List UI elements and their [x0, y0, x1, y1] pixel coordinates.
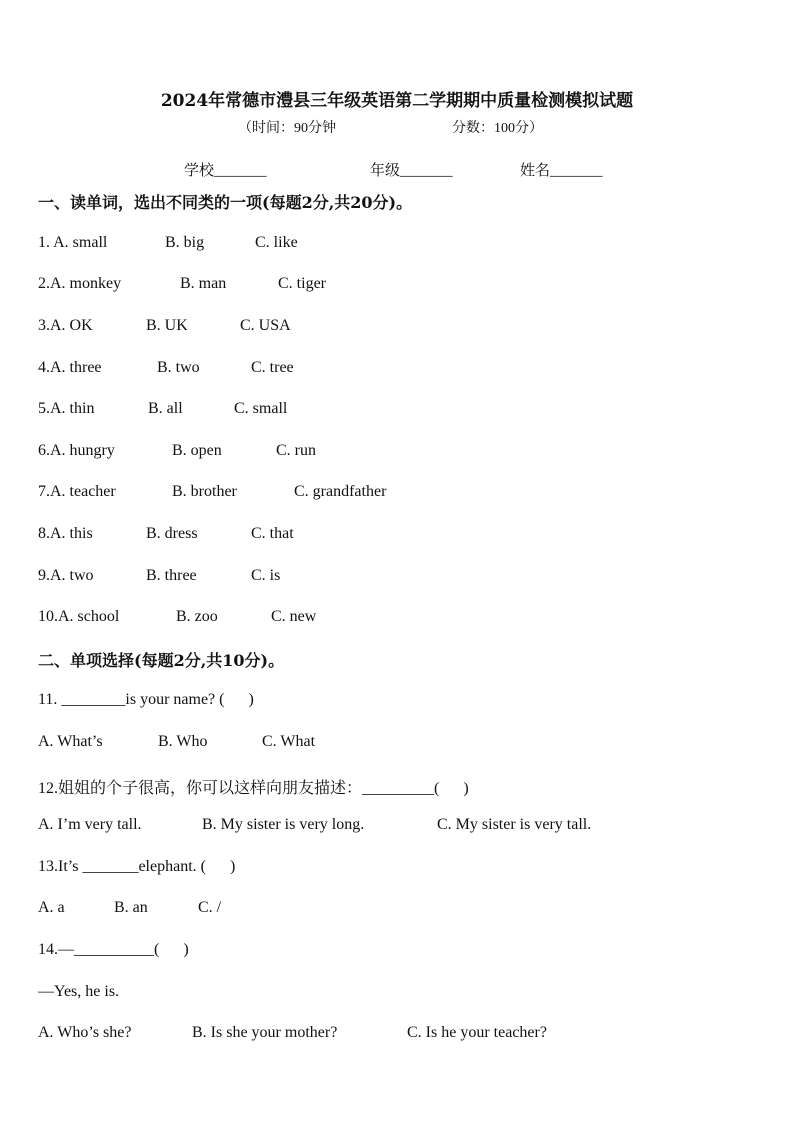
- q13-option-b: B. an: [114, 899, 148, 916]
- q13-stem: 13.It’s _______elephant. ( ): [38, 858, 236, 875]
- q12-option-a: A. I’m very tall.: [38, 816, 142, 833]
- q13-option-c: C. /: [198, 899, 222, 916]
- q4-option-c: C. tree: [251, 359, 294, 376]
- q5-option-c: C. small: [234, 400, 288, 417]
- q2-option-a: 2.A. monkey: [38, 275, 122, 292]
- q10-option-a: 10.A. school: [38, 608, 120, 625]
- q10-option-b: B. zoo: [176, 608, 218, 625]
- section2-heading: 二、单项选择(每题2分,共10分)。: [38, 651, 285, 670]
- q8-option-a: 8.A. this: [38, 525, 93, 542]
- q7-option-c: C. grandfather: [294, 483, 387, 500]
- q14-stem: 14.—__________( ): [38, 941, 189, 958]
- q3-option-b: B. UK: [146, 317, 188, 334]
- q1-option-b: B. big: [165, 234, 205, 251]
- grade-field: 年级_______: [370, 163, 453, 179]
- name-field: 姓名_______: [520, 163, 603, 179]
- q2-option-c: C. tiger: [278, 275, 326, 292]
- q7-option-b: B. brother: [172, 483, 237, 500]
- q11-option-a: A. What’s: [38, 733, 103, 750]
- q12-stem: 12.姐姐的个子很高，你可以这样向朋友描述：_________( ): [38, 780, 469, 797]
- q9-option-a: 9.A. two: [38, 567, 94, 584]
- q11-option-b: B. Who: [158, 733, 208, 750]
- school-field: 学校_______: [184, 163, 267, 179]
- q10-option-c: C. new: [271, 608, 317, 625]
- q3-option-a: 3.A. OK: [38, 317, 93, 334]
- q14-reply: —Yes, he is.: [38, 983, 120, 1000]
- q9-option-c: C. is: [251, 567, 281, 584]
- q7-option-a: 7.A. teacher: [38, 483, 116, 500]
- q3-option-c: C. USA: [240, 317, 291, 334]
- q14-option-a: A. Who’s she?: [38, 1024, 132, 1041]
- section1-heading: 一、读单词，选出不同类的一项(每题2分,共20分)。: [38, 193, 413, 212]
- exam-title: 2024年常德市澧县三年级英语第二学期期中质量检测模拟试题: [160, 91, 634, 111]
- q6-option-b: B. open: [172, 442, 222, 459]
- q6-option-c: C. run: [276, 442, 316, 459]
- q1-option-a: 1. A. small: [38, 234, 108, 251]
- q9-option-b: B. three: [146, 567, 197, 584]
- exam-score: 分数：100分）: [452, 121, 543, 136]
- exam-time: （时间：90分钟: [238, 121, 336, 136]
- q13-option-a: A. a: [38, 899, 65, 916]
- q2-option-b: B. man: [180, 275, 227, 292]
- q14-option-c: C. Is he your teacher?: [407, 1024, 547, 1041]
- q14-option-b: B. Is she your mother?: [192, 1024, 338, 1041]
- q11-option-c: C. What: [262, 733, 316, 750]
- q4-option-a: 4.A. three: [38, 359, 102, 376]
- q8-option-c: C. that: [251, 525, 294, 542]
- q5-option-b: B. all: [148, 400, 183, 417]
- q6-option-a: 6.A. hungry: [38, 442, 115, 459]
- q5-option-a: 5.A. thin: [38, 400, 95, 417]
- q4-option-b: B. two: [157, 359, 200, 376]
- q12-option-b: B. My sister is very long.: [202, 816, 365, 833]
- q11-stem: 11. ________is your name? ( ): [38, 691, 254, 708]
- q12-option-c: C. My sister is very tall.: [437, 816, 592, 833]
- q1-option-c: C. like: [255, 234, 298, 251]
- q8-option-b: B. dress: [146, 525, 198, 542]
